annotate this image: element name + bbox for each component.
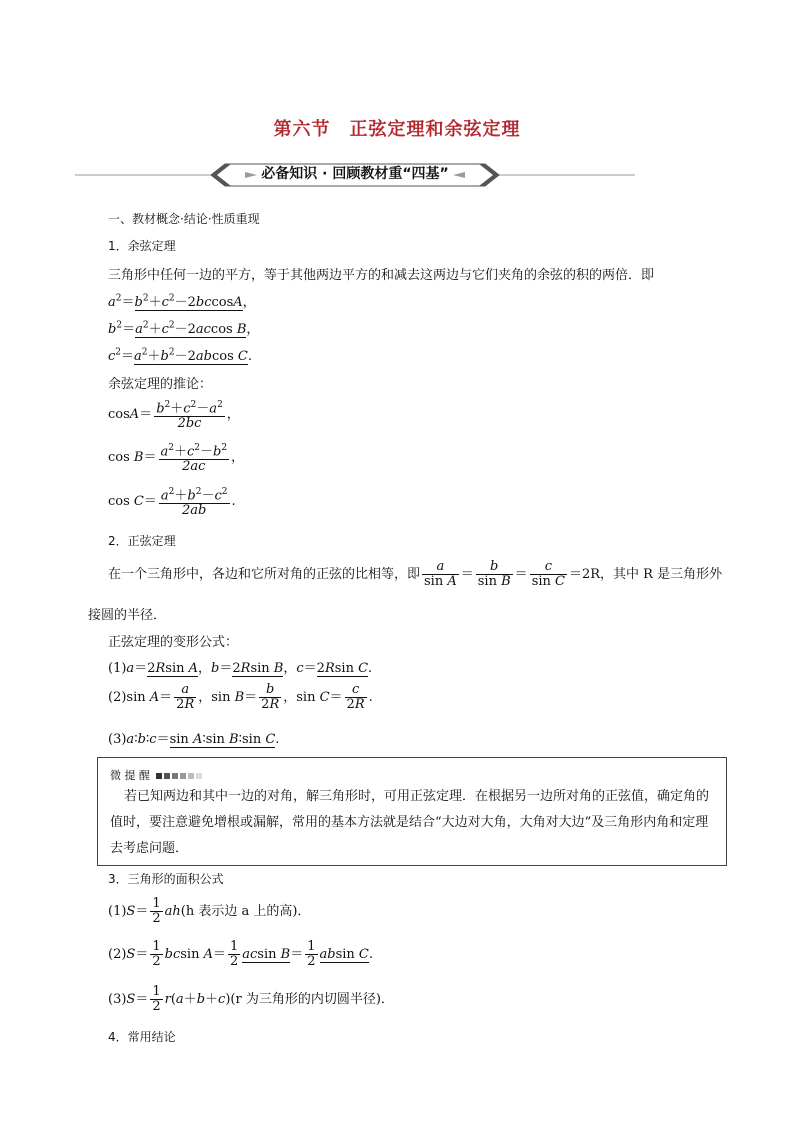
formula-cos-a: cosA＝ $\frac{b^2+c^2-a^2}{2bc}$ ， — [108, 400, 240, 432]
tip-square-icon — [180, 773, 186, 779]
sine-law-heading: 2．正弦定理 — [108, 534, 176, 548]
sine-law-statement: 在一个三角形中，各边和它所对角的正弦的比相等，即 $\frac{a}{\text{sin A}}$ ＝ $\frac{b}{\text{sin B}}$ ＝ $\frac{c}{\text{sin C}}$ ＝2R，其中 R 是三角形外 — [108, 559, 723, 589]
sine-transform-3: (3)a∶b∶c＝sin A∶sin B∶sin C. — [108, 732, 280, 747]
tip-square-icon — [196, 773, 202, 779]
area-formula-3: (3)S＝ $\frac{1}{2}$ r(a＋b＋c)(r 为三角形的内切圆半径)． — [108, 984, 394, 1014]
common-conclusions-heading: 4．常用结论 — [108, 1030, 176, 1044]
tip-square-icon — [164, 773, 170, 779]
cosine-law-heading: 1．余弦定理 — [108, 239, 176, 253]
area-formula-2: (2)S＝ $\frac{1}{2}$ bcsin A＝ $\frac{1}{2}$ acsin B＝ $\frac{1}{2}$ absin C. — [108, 939, 374, 969]
sine-law-desc-pre: 在一个三角形中，各边和它所对角的正弦的比相等，即 — [108, 567, 421, 582]
banner-title: 必备知识 · 回顾教材重“四基” — [261, 166, 449, 182]
sine-transform-label: 正弦定理的变形公式： — [108, 635, 239, 650]
sine-transform-2: (2)sin A＝ $\frac{a}{2R}$ ，sin B＝ $\frac{b}{2R}$ ，sin C＝ $\frac{c}{2R}$ . — [108, 682, 373, 712]
sine-law-desc-line2: 接圆的半径． — [88, 608, 167, 623]
area-formula-1: (1)S＝ $\frac{1}{2}$ ah(h 表示边 a 上的高)． — [108, 896, 311, 926]
formula-cos-c: cos C＝ $\frac{a^2+b^2-c^2}{2ab}$ . — [108, 487, 236, 519]
tip-text: 若已知两边和其中一边的对角，解三角形时，可用正弦定理．在根据另一边所对角的正弦值，确定角的值时，要注意避免增根或漏解，常用的基本方法就是结合“大边对大角，大角对大边”及三角形内角和定理去考虑问题． — [110, 789, 710, 856]
tip-square-icon — [188, 773, 194, 779]
area-formula-heading: 3．三角形的面积公式 — [108, 872, 224, 886]
cosine-law-description: 三角形中任何一边的平方，等于其他两边平方的和减去这两边与它们夹角的余弦的积的两倍．即 — [108, 268, 655, 283]
sine-transform-1: (1)a＝2Rsin A，b＝2Rsin B，c＝2Rsin C. — [108, 661, 373, 676]
tip-square-icon — [156, 773, 162, 779]
formula-b-squared: $b^2=a^2+c^2-2accos$ B， — [108, 320, 260, 337]
section-heading: 一、教材概念·结论·性质重现 — [108, 212, 260, 226]
formula-a-squared: $a^2=b^2+c^2-2bccosA$， — [108, 293, 256, 310]
formula-cos-b: cos B＝ $\frac{a^2+c^2-b^2}{2ac}$ ， — [108, 443, 245, 475]
tip-box — [97, 757, 727, 866]
page-title: 第六节 正弦定理和余弦定理 — [273, 119, 521, 140]
formula-c-squared: $c^2=a^2+b^2-2abcos$ C. — [108, 347, 252, 364]
sine-law-desc-post: ＝2R，其中 R 是三角形外 — [568, 567, 723, 582]
cosine-corollary-label: 余弦定理的推论： — [108, 377, 213, 392]
tip-label: 微 提 醒 — [110, 767, 202, 783]
tip-square-icon — [172, 773, 178, 779]
